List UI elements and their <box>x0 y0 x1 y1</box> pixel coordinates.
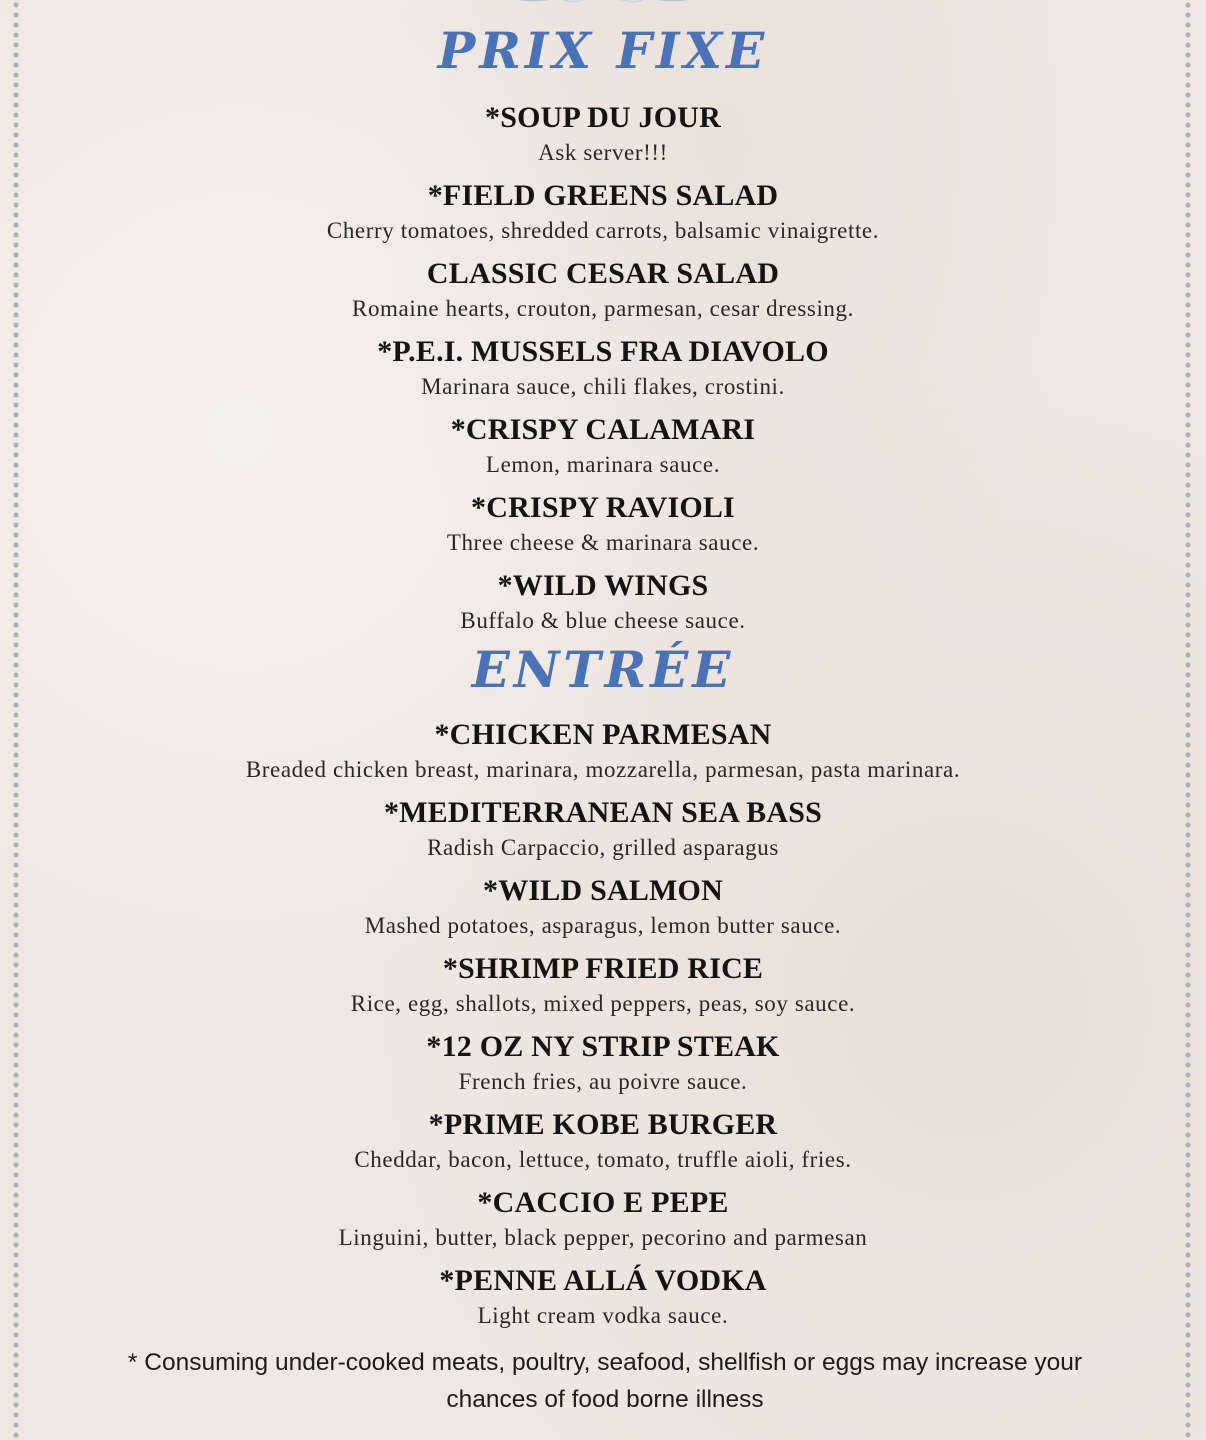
menu-item-description: Cherry tomatoes, shredded carrots, balsamic vinaigrette. <box>326 218 880 243</box>
menu-item-name: *SOUP DU JOUR <box>485 101 721 134</box>
menu-item-description: French fries, au poivre sauce. <box>458 1069 748 1094</box>
menu-item-name: *P.E.I. MUSSELS FRA DIAVOLO <box>377 335 829 368</box>
section-title-prix-fixe: PRIX FIXE <box>437 21 769 80</box>
menu-item-description: Rice, egg, shallots, mixed peppers, peas, soy sauce. <box>350 991 856 1016</box>
menu-item-description: Marinara sauce, chili flakes, crostini. <box>421 374 785 399</box>
menu-item-description: Ask server!!! <box>538 140 668 165</box>
menu-item-description: Three cheese & marinara sauce. <box>446 530 760 555</box>
menu-item-description: Linguini, butter, black pepper, pecorino and parmesan <box>338 1225 868 1250</box>
menu-item-description: Cheddar, bacon, lettuce, tomato, truffle aioli, fries. <box>354 1147 852 1172</box>
menu-item-name: *CRISPY CALAMARI <box>450 413 756 446</box>
menu-item-name: *WILD SALMON <box>483 874 723 907</box>
menu-item-name: *MEDITERRANEAN SEA BASS <box>383 796 823 829</box>
menu-item-description: Radish Carpaccio, grilled asparagus <box>427 835 779 860</box>
menu-item-name: *CACCIO E PEPE <box>477 1186 729 1219</box>
menu-item-name: *PRIME KOBE BURGER <box>428 1108 778 1141</box>
menu-item-name: *PENNE ALLÁ VODKA <box>439 1264 767 1297</box>
menu-item-description: Light cream vodka sauce. <box>477 1303 729 1328</box>
menu-item-name: *12 OZ NY STRIP STEAK <box>426 1030 780 1063</box>
top-flourish-ornament <box>503 0 703 8</box>
menu-item-description: Lemon, marinara sauce. <box>485 452 721 477</box>
food-safety-disclaimer: * Consuming under-cooked meats, poultry, seafood, shellfish or eggs may increase your chances of food borne illness <box>127 1349 1083 1413</box>
section-title-entree: ENTRÉE <box>471 640 735 699</box>
menu-item-description: Romaine hearts, crouton, parmesan, cesar dressing. <box>352 296 854 321</box>
menu-item-description: Breaded chicken breast, marinara, mozzarella, parmesan, pasta marinara. <box>245 757 961 782</box>
menu-item-name: *SHRIMP FRIED RICE <box>442 952 764 985</box>
menu-item-name: *FIELD GREENS SALAD <box>427 179 779 212</box>
menu-item-name: CLASSIC CESAR SALAD <box>426 257 780 290</box>
menu-item-description: Buffalo & blue cheese sauce. <box>460 608 746 633</box>
menu-item-name: *CRISPY RAVIOLI <box>471 491 735 524</box>
menu-item-description: Mashed potatoes, asparagus, lemon butter sauce. <box>364 913 842 938</box>
menu-item-name: *WILD WINGS <box>497 569 709 602</box>
menu-item-name: *CHICKEN PARMESAN <box>434 718 772 751</box>
